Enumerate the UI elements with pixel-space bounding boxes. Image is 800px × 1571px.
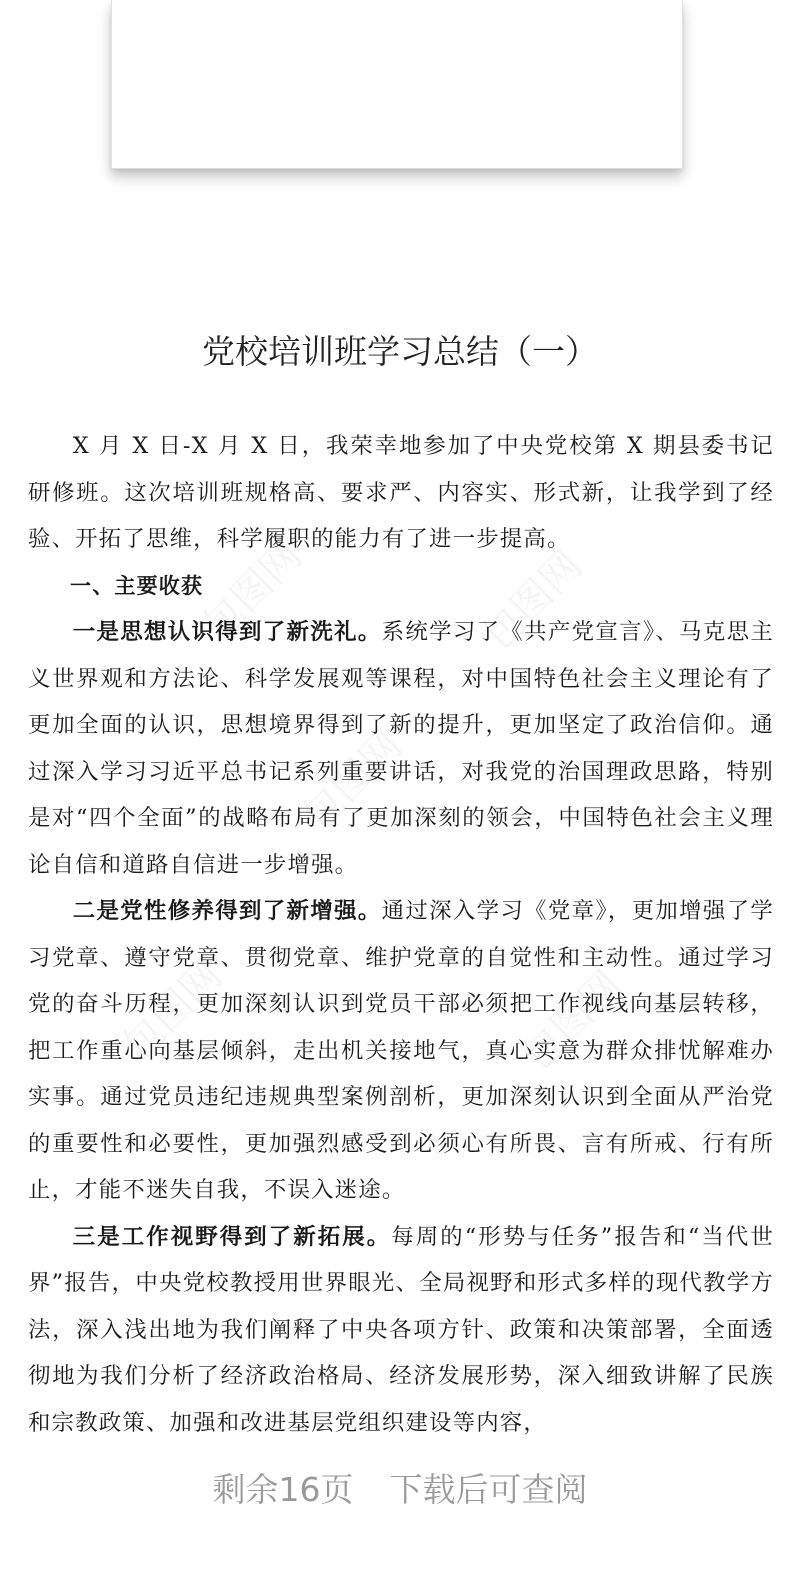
section-heading: 一、主要收获 (70, 573, 204, 598)
document-title: 党校培训班学习总结（一） (202, 332, 598, 371)
download-prompt[interactable] (0, 1464, 800, 1516)
paragraph-body: 每周的“形势与任务”报告和“当代世界”报告，中央党校教授用世界眼光、全局视野和形式多样的现代教学方法，深入浅出地为我们阐释了中央各项方针、政策和决策部署，全面透彻地为我们分析了经济政治格局、经济发展形势，深入细致讲解了民族和宗教政策、加强和改进基层党组织建设等内容， (28, 1223, 774, 1436)
paragraph-lead: 二是党性修养得到了新增强。 (72, 898, 382, 924)
paragraph-thought (28, 609, 774, 888)
paragraph-body: 系统学习了《共产党宣言》、马克思主义世界观和方法论、科学发展观等课程，对中国特色社会主义理论有了更加全面的认识，思想境界得到了新的提升，更加坚定了政治信仰。通过深入学习习近平总书记系列重要讲话，对我党的治国理政思路，特别是对“四个全面”的战略布局有了更加深刻的领会，中国特色社会主义理论自信和道路自信进一步增强。 (28, 619, 774, 878)
remaining-pages-label: 剩余16页 (212, 1470, 354, 1509)
paragraph-body: 通过深入学习《党章》，更加增强了学习党章、遵守党章、贯彻党章、维护党章的自觉性和主动性。通过学习党的奋斗历程，更加深刻认识到党员干部必须把工作视线向基层转移，把工作重心向基层倾斜，走出机关接地气，真心实意为群众排忧解难办实事。通过党员违纪违规典型案例剖析，更加深刻认识到全面从严治党的重要性和必要性，更加强烈感受到必须心有所畏、言有所戒、行有所止，才能不迷失自我，不误入迷途。 (28, 898, 774, 1203)
document-body (28, 423, 774, 1446)
intro-paragraph: X 月 X 日-X 月 X 日，我荣幸地参加了中央党校第 X 期县委书记研修班。这次培训班规格高、要求严、内容实、形式新，让我学到了经验、开拓了思维，科学履职的能力有了进一步提高。 (28, 433, 774, 552)
paragraph-work-vision (28, 1214, 774, 1447)
previous-page-card (111, 0, 683, 169)
paragraph-lead: 一是思想认识得到了新洗礼。 (72, 619, 382, 645)
paragraph-party-spirit (28, 888, 774, 1214)
paragraph-lead: 三是工作视野得到了新拓展。 (72, 1223, 392, 1250)
download-to-view-link[interactable]: 下载后可查阅 (389, 1470, 588, 1509)
